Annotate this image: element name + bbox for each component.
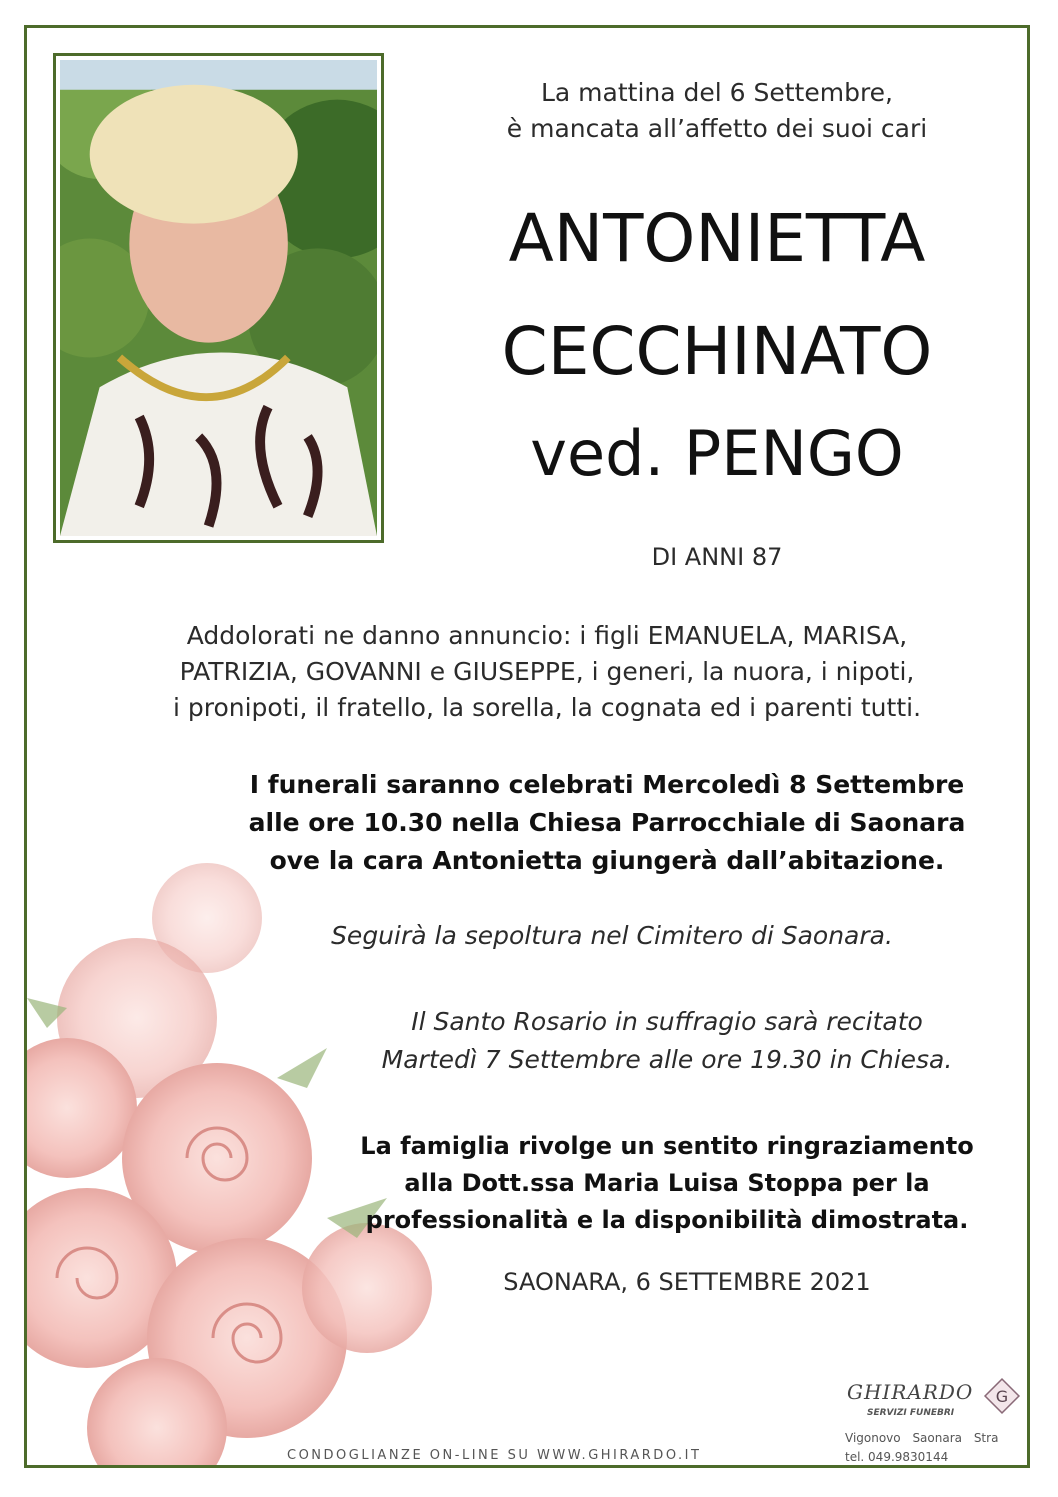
funeral-line: alle ore 10.30 nella Chiesa Parrocchiale di Saonara bbox=[248, 808, 966, 837]
condolences-link[interactable]: CONDOGLIANZE ON-LINE SU WWW.GHIRARDO.IT bbox=[287, 1448, 702, 1463]
deceased-first-name: ANTONIETTA bbox=[508, 200, 926, 277]
portrait-photo bbox=[60, 60, 377, 536]
rosary-text bbox=[327, 1003, 1007, 1079]
intro-line: è mancata all’affetto dei suoi cari bbox=[506, 114, 928, 143]
deceased-widow-name: ved. PENGO bbox=[530, 417, 904, 490]
thanks-line: La famiglia rivolge un sentito ringraziamento bbox=[360, 1132, 974, 1160]
announcement-line: PATRIZIA, GOVANNI e GIUSEPPE, i generi, la nuora, i nipoti, bbox=[179, 657, 915, 686]
portrait-illustration bbox=[60, 60, 377, 536]
thanks-line: professionalità e la disponibilità dimostrata. bbox=[365, 1206, 969, 1234]
funeral-text bbox=[167, 766, 1030, 880]
thanks-line: alla Dott.ssa Maria Luisa Stoppa per la bbox=[404, 1169, 930, 1197]
intro-text bbox=[457, 75, 977, 147]
obituary-frame bbox=[24, 25, 1030, 1468]
logo-phone: tel. 049.9830144 bbox=[845, 1450, 949, 1464]
logo-mark-letter: G bbox=[995, 1387, 1009, 1406]
burial-text: Seguirà la sepoltura nel Cimitero di Saonara. bbox=[331, 921, 893, 950]
logo-subtitle: SERVIZI FUNEBRI bbox=[867, 1408, 955, 1418]
funeral-home-logo bbox=[827, 1368, 1027, 1468]
funeral-line: I funerali saranno celebrati Mercoledì 8 Settembre bbox=[249, 770, 965, 799]
announcement-line: i pronipoti, il fratello, la sorella, la cognata ed i parenti tutti. bbox=[172, 693, 922, 722]
logo-name: GHIRARDO bbox=[847, 1380, 974, 1404]
announcement-text bbox=[107, 618, 987, 726]
thanks-text bbox=[327, 1128, 1007, 1239]
announcement-line: Addolorati ne danno annuncio: i figli EMANUELA, MARISA, bbox=[186, 621, 908, 650]
intro-line: La mattina del 6 Settembre, bbox=[540, 78, 894, 107]
logo-diamond-icon bbox=[982, 1376, 1022, 1416]
portrait-frame bbox=[53, 53, 384, 543]
rosary-line: Il Santo Rosario in suffragio sarà recitato bbox=[411, 1007, 923, 1036]
logo-locations: Vigonovo Saonara Stra bbox=[845, 1431, 999, 1445]
funeral-line: ove la cara Antonietta giungerà dall’abitazione. bbox=[269, 846, 945, 875]
place-date: SAONARA, 6 SETTEMBRE 2021 bbox=[503, 1268, 871, 1296]
rosary-line: Martedì 7 Settembre alle ore 19.30 in Chiesa. bbox=[381, 1045, 953, 1074]
deceased-last-name: CECCHINATO bbox=[501, 313, 933, 390]
age-text: DI ANNI 87 bbox=[651, 543, 783, 571]
